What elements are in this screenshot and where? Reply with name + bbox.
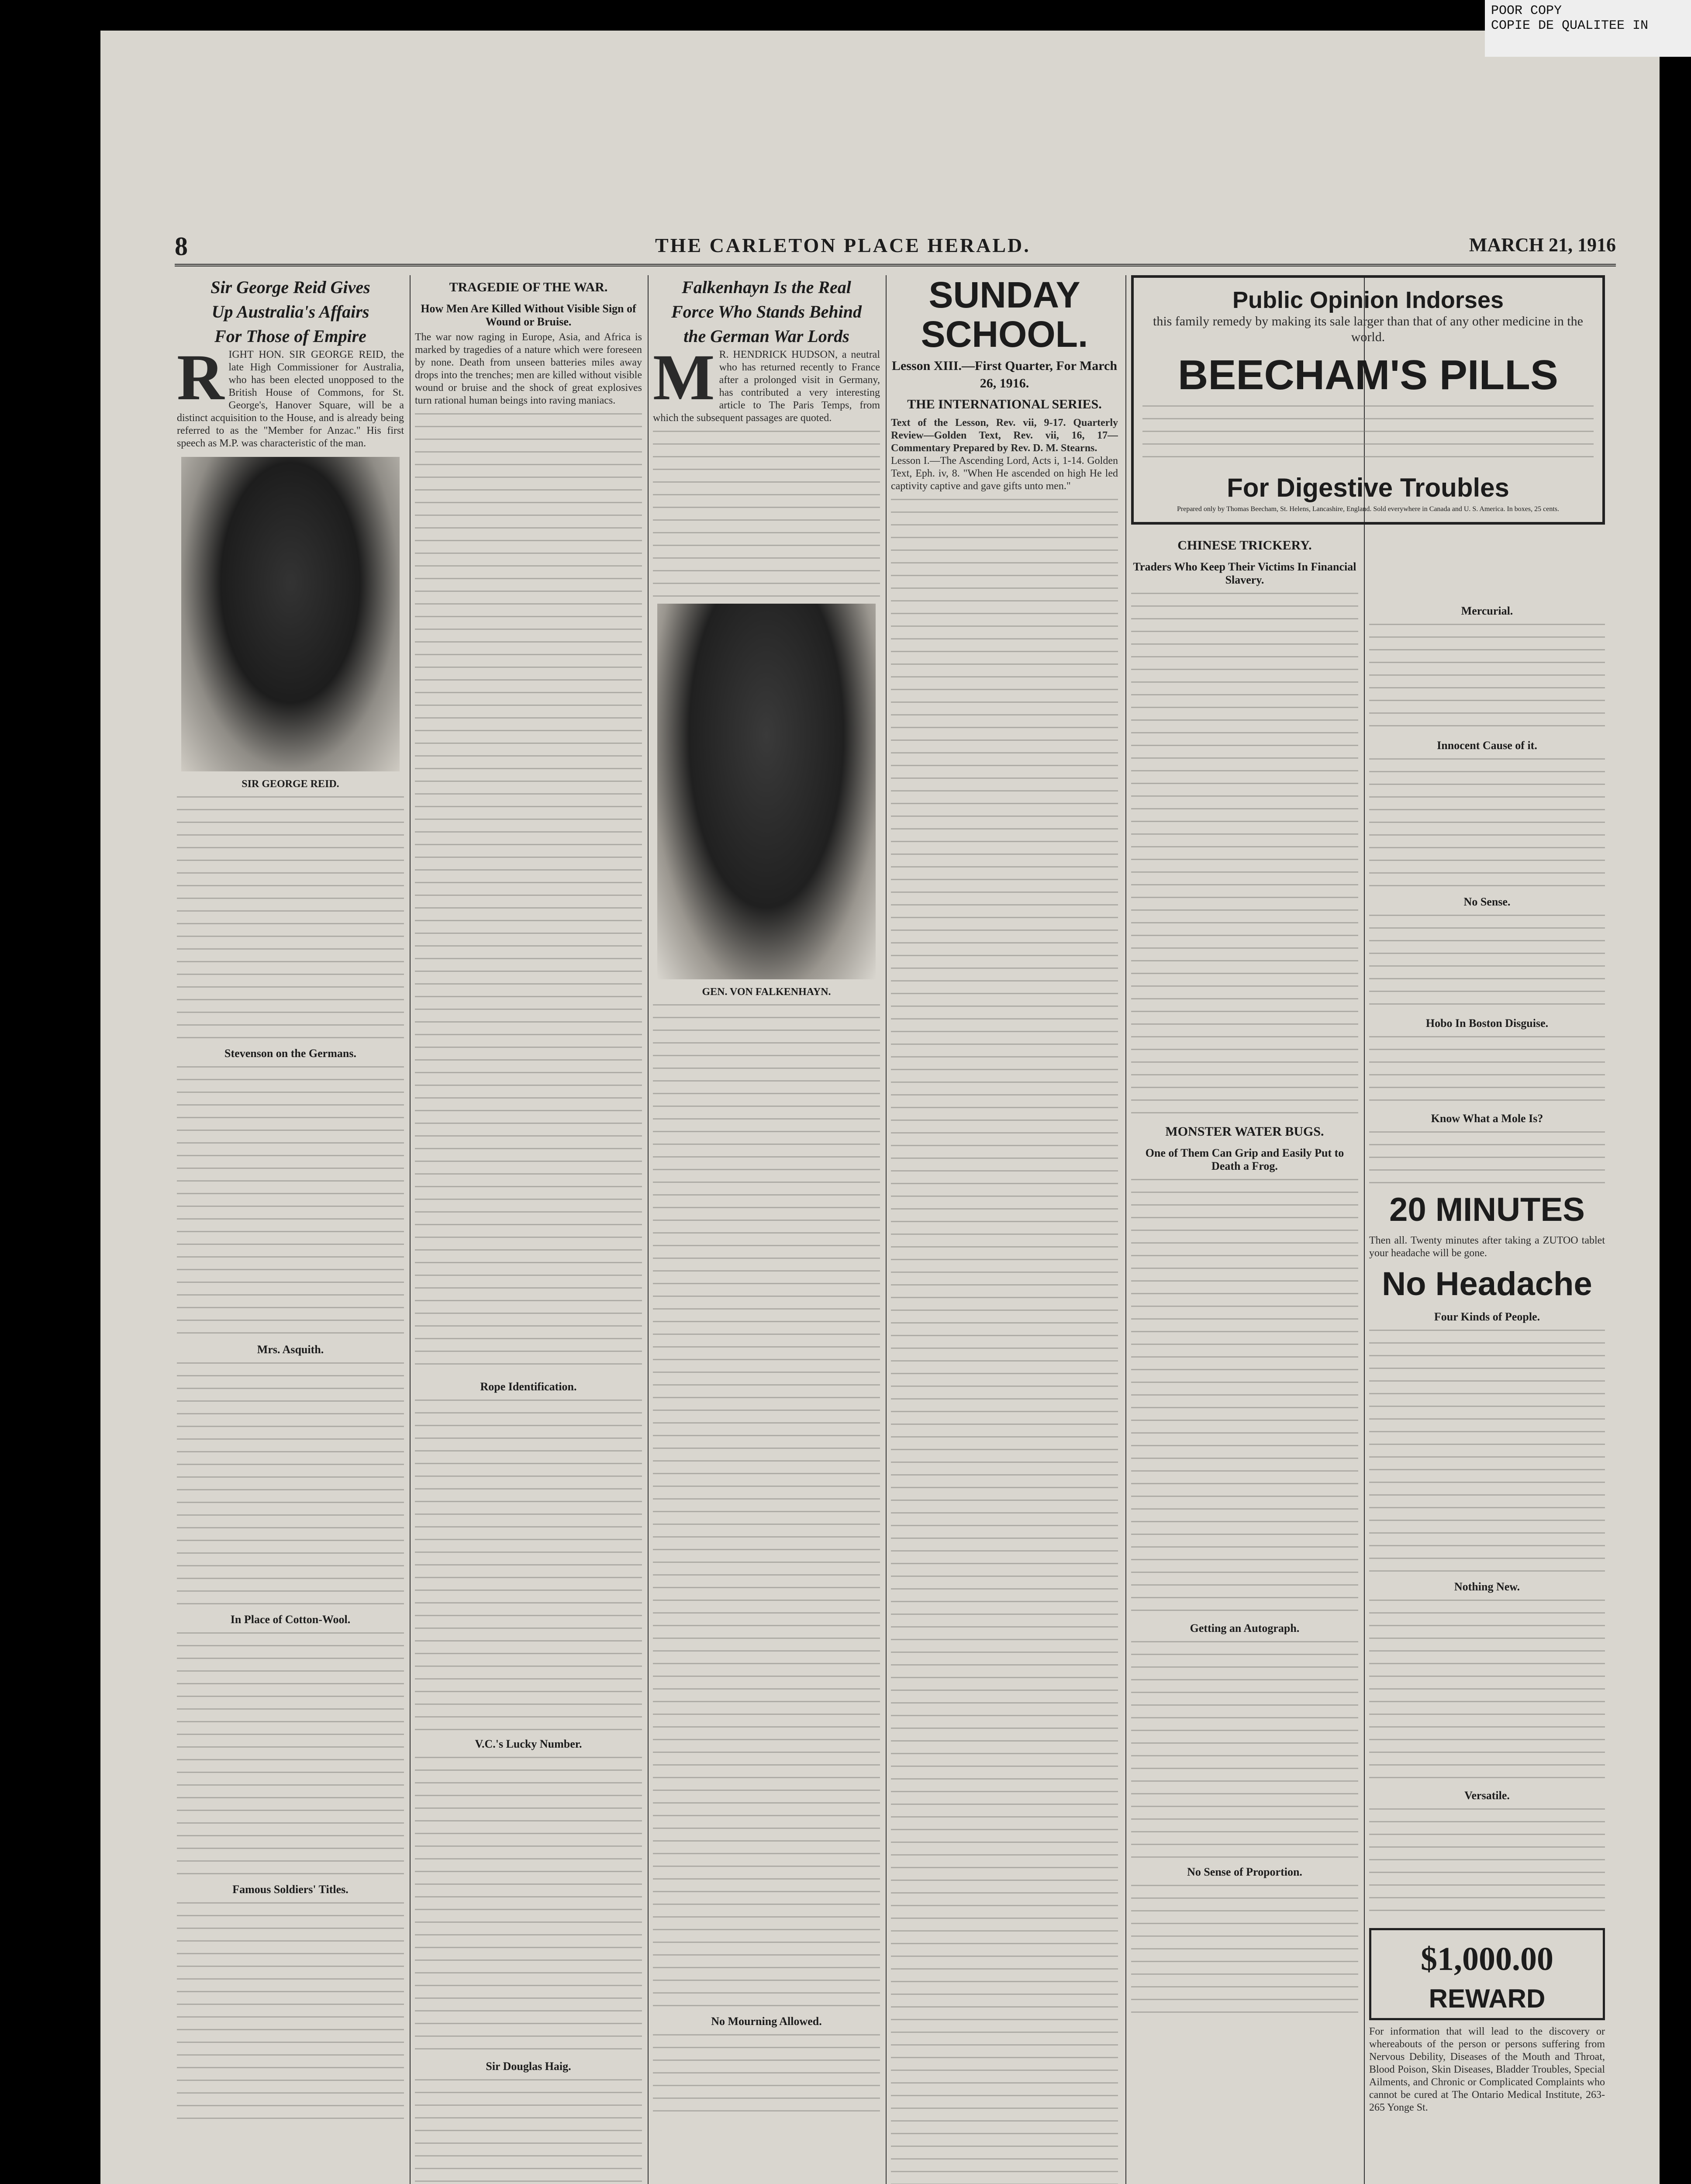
text-block [177, 796, 404, 1041]
column-1 [177, 275, 404, 2184]
column-5-left [1131, 533, 1358, 2022]
article-headline: TRAGEDIE OF THE WAR. [449, 280, 608, 294]
photo-caption: SIR GEORGE REID. [242, 778, 339, 790]
text-block [653, 431, 880, 597]
beechams-pills-ad [1131, 275, 1605, 525]
newspaper-title: THE CARLETON PLACE HERALD. [655, 234, 1031, 256]
article-headline-line: Falkenhayn Is the Real [682, 277, 851, 297]
text-block [1142, 405, 1594, 467]
reward-text: For information that will lead to the discovery or whereabouts of the person or persons suffering from Nervous Debility, Diseases of the Mouth and Throat, Blood Poison, Skin Diseases, Bladder Troubles, Special Ailments, and Chronic or Complicated Complaints who cannot be cured at The Ontario Medical Institute, 263-265 Yonge St. [1369, 2026, 1605, 2113]
drop-cap: M [653, 341, 715, 414]
text-block [653, 2034, 880, 2122]
section-subhead: Rope Identification. [480, 1380, 577, 1393]
drop-cap: R [177, 341, 224, 414]
section-subhead: Sir Douglas Haig. [486, 2060, 571, 2073]
portrait-photo [657, 604, 876, 979]
reward-amount: $1,000.00 [1421, 1941, 1553, 1977]
column-rule [410, 275, 411, 2184]
column-2 [415, 275, 642, 2184]
ad-brand: BEECHAM'S PILLS [1178, 352, 1558, 398]
text-block [1369, 1131, 1605, 1184]
issue-date: MARCH 21, 1916 [1469, 234, 1616, 256]
column-4 [891, 275, 1118, 2184]
zutoo-ad-tagline: No Headache [1382, 1265, 1592, 1303]
section-subhead: Four Kinds of People. [1434, 1310, 1540, 1323]
article-subhead: How Men Are Killed Without Visible Sign of Wound or Bruise. [421, 302, 636, 328]
section-subhead: No Sense of Proportion. [1187, 1866, 1302, 1878]
article-headline: MONSTER WATER BUGS. [1165, 1124, 1324, 1139]
section-subhead: Famous Soldiers' Titles. [232, 1883, 349, 1896]
text-block [1131, 1641, 1358, 1859]
text-block [1369, 1036, 1605, 1106]
text-block [1131, 1179, 1358, 1616]
photo-caption: GEN. VON FALKENHAYN. [702, 986, 831, 998]
article-subhead: One of Them Can Grip and Easily Put to Death a Frog. [1145, 1147, 1344, 1172]
reward-ad [1369, 1928, 1605, 2020]
ad-text: this family remedy by making its sale larger than that of any other medicine in the world. [1153, 314, 1583, 344]
lead-text: IGHT HON. SIR GEORGE REID, the late High Commissioner for Australia, who has been elected unopposed to the British House of Commons, for St. George's, Hanover Square, will be a distinct acquisition to the House, and is already being referred to as the "Member for Anzac." His first speech as M.P. was characteristic of the man. [177, 349, 404, 449]
article-subhead: Traders Who Keep Their Victims In Financial Slavery. [1133, 560, 1356, 586]
article-headline-line: the German War Lords [683, 326, 849, 346]
text-block [415, 1400, 642, 1731]
series-heading: THE INTERNATIONAL SERIES. [907, 397, 1102, 411]
section-subhead: Innocent Cause of it. [1437, 739, 1537, 752]
reward-label: REWARD [1429, 1984, 1546, 2013]
lead-text: R. HENDRICK HUDSON, a neutral who has returned recently to France after a prolonged visit in Germany, has contributed a very interesting article to The Paris Temps, from which the subsequent passages are quoted. [653, 349, 880, 424]
column-6 [1369, 598, 1605, 2184]
column-rule [1125, 275, 1126, 2184]
lesson-text: Lesson I.—The Ascending Lord, Acts i, 1-14. Golden Text, Eph. iv, 8. "When He ascended on high He led captivity captive and gave gifts unto men." [891, 455, 1118, 492]
text-block [1369, 1808, 1605, 1922]
article-headline-line: Up Australia's Affairs [211, 302, 369, 321]
ad-tagline: For Digestive Troubles [1227, 473, 1509, 502]
article-lead [653, 341, 880, 425]
masthead [175, 214, 1616, 266]
section-subhead: Nothing New. [1454, 1580, 1520, 1593]
text-block [1369, 1330, 1605, 1574]
section-subhead: Mrs. Asquith. [257, 1343, 324, 1356]
column-rule [886, 275, 887, 2184]
text-block [891, 499, 1118, 2184]
column-3 [653, 275, 880, 2184]
section-subhead: Stevenson on the Germans. [224, 1047, 356, 1060]
ad-title: Public Opinion Indorses [1232, 287, 1504, 313]
section-subhead: In Place of Cotton-Wool. [230, 1613, 351, 1626]
text-block [415, 1757, 642, 2054]
ad-fineprint: Prepared only by Thomas Beecham, St. Helens, Lancashire, England. Sold everywhere in Canada and U. S. America. In boxes, 25 cents. [1177, 505, 1560, 513]
section-subhead: Getting an Autograph. [1190, 1622, 1300, 1635]
text-block [1131, 1885, 1358, 2016]
section-subhead: No Sense. [1463, 895, 1511, 908]
lesson-intro: Text of the Lesson, Rev. vii, 9-17. Quarterly Review—Golden Text, Rev. vii, 16, 17—Commentary Prepared by Rev. D. M. Stearns. [891, 417, 1118, 454]
text-block [1369, 915, 1605, 1011]
sunday-school-headline: SUNDAY SCHOOL. [921, 275, 1088, 355]
section-subhead: Know What a Mole Is? [1431, 1112, 1543, 1125]
section-subhead: V.C.'s Lucky Number. [475, 1738, 582, 1750]
section-subhead: Hobo In Boston Disguise. [1425, 1017, 1549, 1030]
stamp-line-2: COPIE DE QUALITEE IN [1491, 18, 1649, 33]
section-subhead: Versatile. [1464, 1789, 1510, 1802]
text-block [1369, 624, 1605, 733]
text-block [177, 1632, 404, 1877]
article-headline-line: For Those of Empire [214, 326, 366, 346]
zutoo-ad-heading: 20 MINUTES [1389, 1191, 1585, 1228]
text-block [177, 1902, 404, 2121]
article-headline-line: Sir George Reid Gives [211, 277, 370, 297]
text-block [1369, 758, 1605, 889]
text-block [1131, 593, 1358, 1117]
poor-copy-stamp [1485, 0, 1691, 57]
text-block [177, 1362, 404, 1607]
article-text: The war now raging in Europe, Asia, and Africa is marked by tragedies of a nature which were foreseen by none. Death from unseen batteries miles away drops into the trenches; men are killed without visible wound or bruise and the shock of great explosives turn rational human beings into raving maniacs. [415, 332, 642, 406]
section-subhead: No Mourning Allowed. [711, 2015, 822, 2028]
portrait-photo [181, 457, 400, 771]
text-block [415, 413, 642, 1374]
newspaper-page [100, 31, 1660, 2184]
page-number: 8 [175, 232, 188, 261]
article-headline: CHINESE TRICKERY. [1177, 538, 1312, 553]
text-block [653, 1004, 880, 2009]
text-block [415, 2079, 642, 2184]
text-block [177, 1066, 404, 1337]
zutoo-ad-text: Then all. Twenty minutes after taking a ZUTOO tablet your headache will be gone. [1369, 1235, 1605, 1259]
article-lead [177, 341, 404, 450]
section-subhead: Mercurial. [1461, 605, 1513, 617]
column-rule [648, 275, 649, 2184]
text-block [1369, 1600, 1605, 1783]
stamp-line-1: POOR COPY [1491, 3, 1562, 18]
article-headline-line: Force Who Stands Behind [671, 302, 862, 321]
lesson-heading: Lesson XIII.—First Quarter, For March 26, 1916. [891, 359, 1118, 390]
